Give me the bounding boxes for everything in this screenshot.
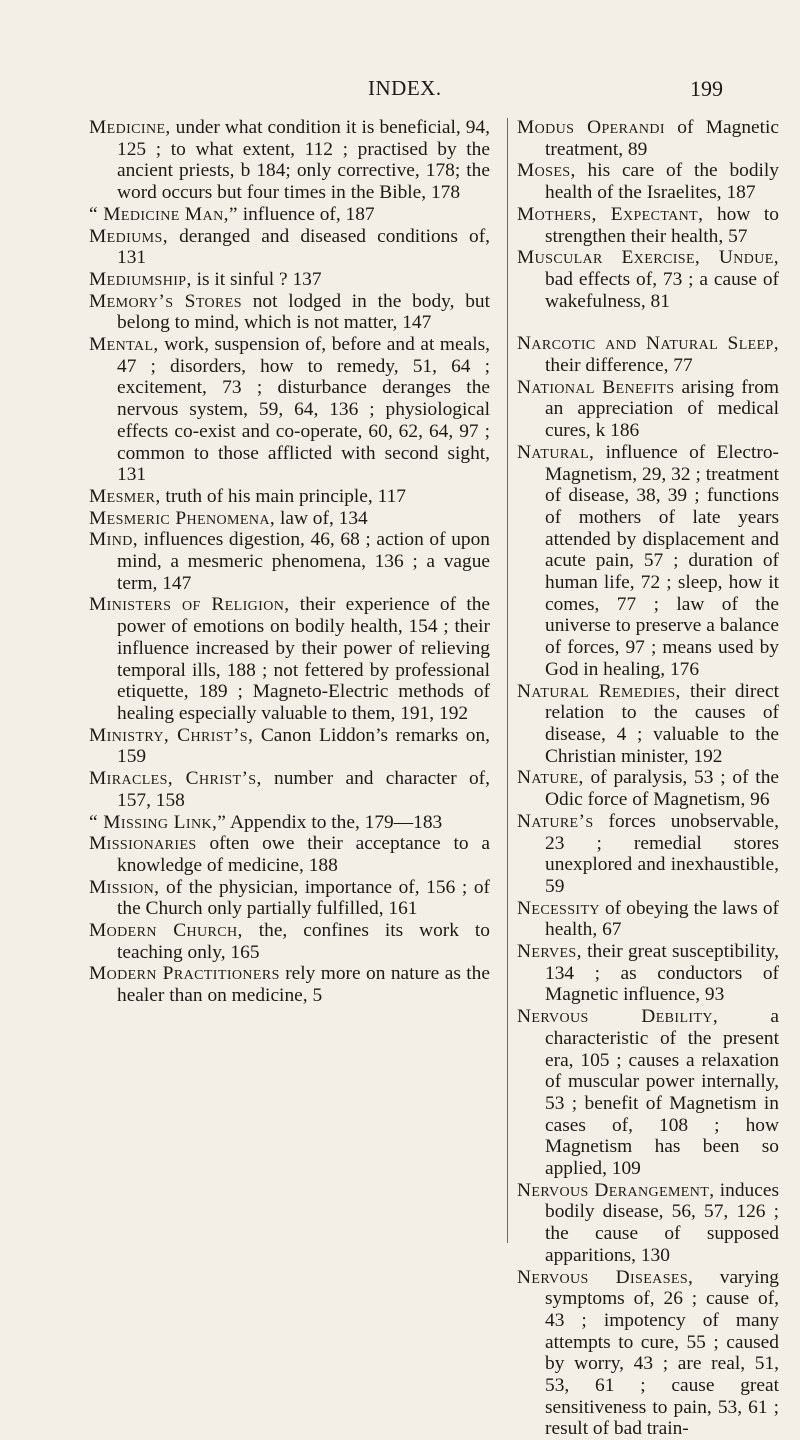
entry-headword: Nervous Derangement, bbox=[517, 1179, 715, 1201]
index-entry bbox=[517, 767, 779, 810]
index-entry bbox=[89, 594, 490, 724]
entry-headword: Medicine, bbox=[89, 117, 171, 138]
index-entry bbox=[89, 725, 490, 768]
entry-text: bad effects of, 73 ; a cause of wakefulness, 81 bbox=[545, 268, 779, 312]
index-column-left bbox=[89, 117, 490, 1007]
entry-text: influence of Electro-Magnetism, 29, 32 ; treatment of disease, 38, 39 ; functions of mothers of late years attended by displacement and acute pain, 57 ; duration of human life, 72 ; sleep, how it comes, 77 ; law of the universe to preserve a balance of forces, 97 ; means used by God in healing, 176 bbox=[545, 441, 779, 680]
entry-text: of obeying the laws of health, 67 bbox=[545, 897, 779, 941]
entry-text: work, suspension of, before and at meals, 47 ; disorders, how to remedy, 51, 64 ; excitement, 73 ; disturbance deranges the nervous system, 59, 64, 136 ; physiological effects co-exist and co-operate, 60, 62, 64, 97 ; common to those afflicted with second sight, 131 bbox=[117, 334, 490, 486]
entry-text: varying symptoms of, 26 ; cause of, 43 ; impotency of many attempts to cure, 55 ; caused by worry, 43 ; are real, 51, 53, 61 ; cause great sensitiveness to pain, 53, 61 ; result of bad train- bbox=[545, 1266, 779, 1440]
entry-headword: Natural, bbox=[517, 441, 595, 463]
entry-headword: “ Medicine Man,” bbox=[89, 203, 238, 225]
entry-headword: Nerves, bbox=[517, 941, 582, 963]
index-entry bbox=[89, 508, 490, 530]
index-entry bbox=[517, 442, 779, 681]
index-entry bbox=[89, 877, 490, 920]
index-entry bbox=[89, 334, 490, 486]
entry-text: of paralysis, 53 ; of the Odic force of Magnetism, 96 bbox=[545, 767, 779, 811]
entry-text: their great susceptibility, 134 ; as conductors of Magnetic influence, 93 bbox=[545, 941, 779, 1006]
entry-text: under what condition it is beneficial, 94, 125 ; to what extent, 112 ; practised by the ancient priests, b 184; only corrective, 178; the word occurs but four times in the Bible, 178 bbox=[117, 117, 490, 204]
entry-text: influence of, 187 bbox=[237, 203, 375, 225]
index-entry bbox=[517, 1006, 779, 1180]
entry-text: law of, 134 bbox=[275, 507, 368, 529]
entry-headword: Mediumship, bbox=[89, 268, 192, 290]
index-entry bbox=[517, 204, 779, 247]
entry-headword: Modern Church, bbox=[89, 920, 243, 942]
entry-headword: Mission, bbox=[89, 876, 160, 898]
entry-headword: Natural Remedies, bbox=[517, 680, 681, 702]
index-entry bbox=[517, 377, 779, 442]
entry-headword: Nature, bbox=[517, 767, 584, 789]
index-entry bbox=[89, 768, 490, 811]
entry-text: the, confines its work to teaching only, 165 bbox=[117, 920, 490, 963]
entry-text: forces unobservable, 23 ; remedial stores unexplored and inexhaustible, 59 bbox=[545, 810, 779, 897]
index-entry bbox=[89, 529, 490, 594]
index-entry bbox=[517, 941, 779, 1006]
index-entry bbox=[89, 833, 490, 876]
index-entry bbox=[517, 1267, 779, 1440]
entry-text: a characteristic of the present era, 105 ; causes a relaxation of muscular power internally, 53 ; benefit of Magnetism in cases of, 108 ; how Magnetism has been so applied, 109 bbox=[545, 1006, 779, 1180]
entry-headword: Mesmeric Phenomena, bbox=[89, 507, 276, 529]
index-entry bbox=[517, 681, 779, 768]
index-entry bbox=[89, 812, 490, 834]
entry-text: of the physician, importance of, 156 ; of the Church only partially fulfilled, 161 bbox=[117, 876, 490, 920]
entry-headword: Mediums, bbox=[89, 225, 168, 247]
column-divider bbox=[507, 118, 508, 1243]
index-entry bbox=[89, 204, 490, 226]
entry-text: induces bodily disease, 56, 57, 126 ; the cause of supposed apparitions, 130 bbox=[545, 1179, 779, 1266]
entry-text: truth of his main principle, 117 bbox=[160, 485, 406, 507]
index-entry bbox=[89, 226, 490, 269]
entry-headword: Mental, bbox=[89, 334, 159, 356]
index-entry bbox=[89, 291, 490, 334]
entry-text: their difference, 77 bbox=[545, 355, 693, 377]
entry-text: is it sinful ? 137 bbox=[191, 268, 322, 290]
index-entry bbox=[89, 963, 490, 1006]
entry-text: Appendix to the, 179—183 bbox=[226, 811, 443, 833]
index-entry bbox=[517, 811, 779, 898]
index-column-right bbox=[517, 117, 779, 1440]
index-entry bbox=[89, 269, 490, 291]
entry-text: deranged and diseased conditions of, 131 bbox=[117, 225, 490, 269]
entry-headword: Nervous Debility, bbox=[517, 1006, 719, 1028]
entry-headword: Muscular Exercise, Undue, bbox=[517, 247, 779, 269]
index-entry bbox=[89, 117, 490, 204]
running-title: INDEX. bbox=[368, 76, 442, 100]
entry-headword: Missionaries bbox=[89, 833, 197, 855]
entry-headword: Narcotic and Natural Sleep, bbox=[517, 333, 779, 355]
entry-headword: Nervous Diseases, bbox=[517, 1266, 694, 1288]
entry-text: their direct relation to the causes of disease, 4 ; valuable to the Christian minister, 192 bbox=[545, 680, 779, 767]
entry-text: influences digestion, 46, 68 ; action of upon mind, a mesmeric phenomena, 136 ; a vague term, 147 bbox=[117, 529, 490, 594]
entry-text: their experience of the power of emotions on bodily health, 154 ; their influence increased by their power of relieving temporal ills, 188 ; not fettered by professional etiquette, 189 ; Magneto-Electric methods of healing especially valuable to them, 191, 192 bbox=[117, 594, 491, 724]
entry-headword: Memory’s Stores bbox=[89, 290, 242, 312]
entry-text: often owe their acceptance to a knowledge of medicine, 188 bbox=[117, 833, 490, 876]
index-entry bbox=[517, 117, 779, 160]
index-entry bbox=[89, 486, 490, 508]
index-entry bbox=[517, 160, 779, 203]
entry-text: not lodged in the body, but belong to mind, which is not matter, 147 bbox=[117, 290, 490, 334]
entry-headword: National Benefits bbox=[517, 376, 675, 398]
entry-text: how to strengthen their health, 57 bbox=[545, 203, 779, 247]
entry-headword: Ministry, Christ’s, bbox=[89, 724, 254, 746]
entry-headword: Nature’s bbox=[517, 810, 594, 832]
entry-text: rely more on nature as the healer than on medicine, 5 bbox=[117, 963, 490, 1007]
entry-headword: Modern Practitioners bbox=[89, 963, 280, 985]
entry-text: arising from an appreciation of medical cures, k 186 bbox=[545, 376, 779, 442]
entry-headword: Mind, bbox=[89, 529, 138, 551]
index-entry bbox=[517, 247, 779, 312]
page-number: 199 bbox=[690, 76, 723, 101]
entry-text: of Magnetic treatment, 89 bbox=[545, 117, 780, 160]
index-entry bbox=[517, 1180, 779, 1267]
index-entry bbox=[89, 920, 490, 963]
entry-headword: Ministers of Religion, bbox=[89, 594, 290, 616]
entry-headword: Mesmer, bbox=[89, 485, 161, 507]
entry-text: Canon Liddon’s remarks on, 159 bbox=[117, 724, 490, 768]
entry-headword: Necessity bbox=[517, 897, 600, 919]
entry-text: his care of the bodily health of the Israelites, 187 bbox=[545, 160, 779, 204]
entry-text: number and character of, 157, 158 bbox=[117, 768, 490, 811]
entry-headword: Mothers, Expectant, bbox=[517, 203, 704, 225]
running-header bbox=[0, 76, 800, 106]
entry-headword: “ Missing Link,” bbox=[89, 811, 227, 833]
index-entry bbox=[517, 898, 779, 941]
index-entry bbox=[517, 333, 779, 376]
entry-headword: Modus Operandi bbox=[517, 117, 665, 138]
entry-headword: Moses, bbox=[517, 160, 576, 182]
entry-headword: Miracles, Christ’s, bbox=[89, 768, 262, 790]
